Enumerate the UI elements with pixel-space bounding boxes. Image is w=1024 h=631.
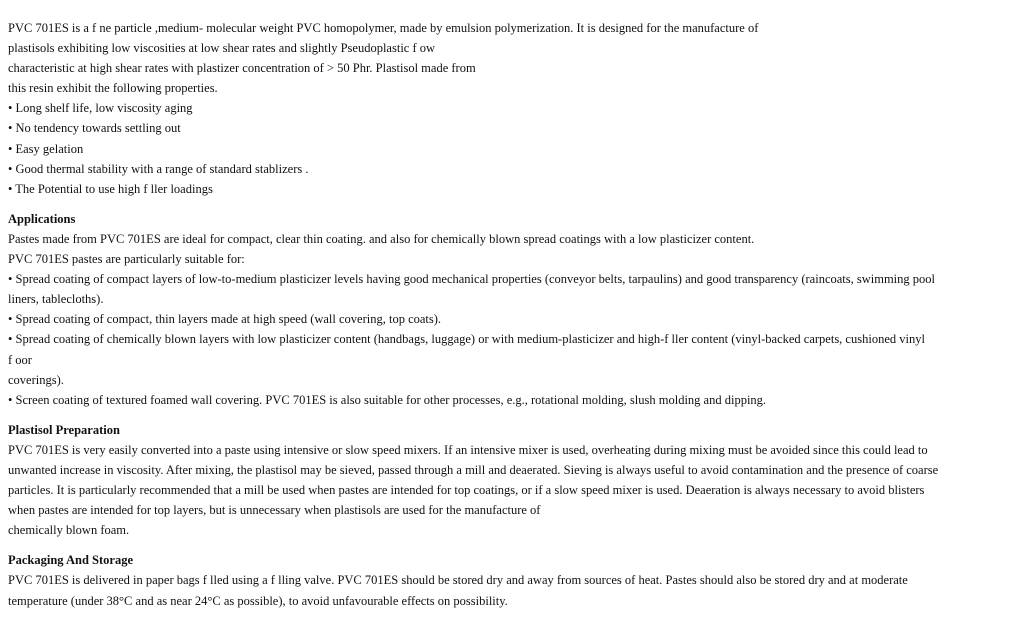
applications-line: Pastes made from PVC 701ES are ideal for compact, clear thin coating. and also for chemically blown spread coatings with a low plasticizer content. (8, 231, 755, 246)
plastisol-section (8, 420, 1016, 541)
packaging-heading: Packaging And Storage (8, 553, 134, 568)
intro-line: plastisols exhibiting low viscosities at low shear rates and slightly Pseudoplastic f ow (8, 41, 436, 56)
applications-line: PVC 701ES pastes are particularly suitable for: (8, 252, 245, 267)
applications-heading: Applications (8, 211, 76, 226)
applications-line: coverings). (8, 372, 64, 387)
plastisol-line: particles. It is particularly recommended that a mill be used when pastes are intended for top coatings, or if a slow speed mixer is used. Deaeration is always necessary to avoid blisters (8, 483, 925, 498)
packaging-section (8, 550, 1016, 610)
packaging-line: PVC 701ES is delivered in paper bags f lled using a f lling valve. PVC 701ES should be stored dry and away from sources of heat. Pastes should also be stored dry and at moderate (8, 573, 908, 588)
property-bullet: • The Potential to use high f ller loadings (8, 181, 213, 196)
application-bullet: • Spread coating of compact, thin layers made at high speed (wall covering, top coats). (8, 312, 442, 327)
applications-section (8, 209, 1016, 410)
property-bullet: • Long shelf life, low viscosity aging (8, 101, 193, 116)
intro-section (8, 18, 1016, 199)
property-bullet: • Good thermal stability with a range of standard stablizers . (8, 161, 309, 176)
application-bullet: • Spread coating of chemically blown layers with low plasticizer content (handbags, luggage) or with medium-plasticizer and high-f ller content (vinyl-backed carpets, cushioned vinyl (8, 332, 925, 347)
intro-line: PVC 701ES is a f ne particle ,medium- molecular weight PVC homopolymer, made by emulsion polymerization. It is designed for the manufacture of (8, 21, 759, 35)
plastisol-heading: Plastisol Preparation (8, 422, 120, 437)
property-bullet: • Easy gelation (8, 141, 84, 156)
applications-line: f oor (8, 352, 32, 367)
intro-line: this resin exhibit the following properties. (8, 81, 218, 96)
applications-line: liners, tablecloths). (8, 292, 104, 307)
property-bullet: • No tendency towards settling out (8, 121, 181, 136)
plastisol-line: when pastes are intended for top layers, but is unnecessary when plastisols are used for the manufacture of (8, 503, 541, 518)
plastisol-line: unwanted increase in viscosity. After mixing, the plastisol may be sieved, passed through a mill and deaerated. Sieving is always useful to avoid contamination and the presence of coarse (8, 462, 939, 477)
application-bullet: • Screen coating of textured foamed wall covering. PVC 701ES is also suitable for other processes, e.g., rotational molding, slush molding and dipping. (8, 392, 767, 407)
plastisol-line: chemically blown foam. (8, 523, 130, 538)
packaging-line: temperature (under 38°C and as near 24°C as possible), to avoid unfavourable effects on possibility. (8, 593, 508, 608)
intro-line: characteristic at high shear rates with plastizer concentration of > 50 Phr. Plastisol made from (8, 61, 476, 76)
plastisol-line: PVC 701ES is very easily converted into a paste using intensive or slow speed mixers. If an intensive mixer is used, overheating during mixing must be avoided since this could lead to (8, 442, 928, 457)
application-bullet: • Spread coating of compact layers of low-to-medium plasticizer levels having good mechanical properties (conveyor belts, tarpaulins) and good transparency (raincoats, swimming pool (8, 272, 936, 287)
